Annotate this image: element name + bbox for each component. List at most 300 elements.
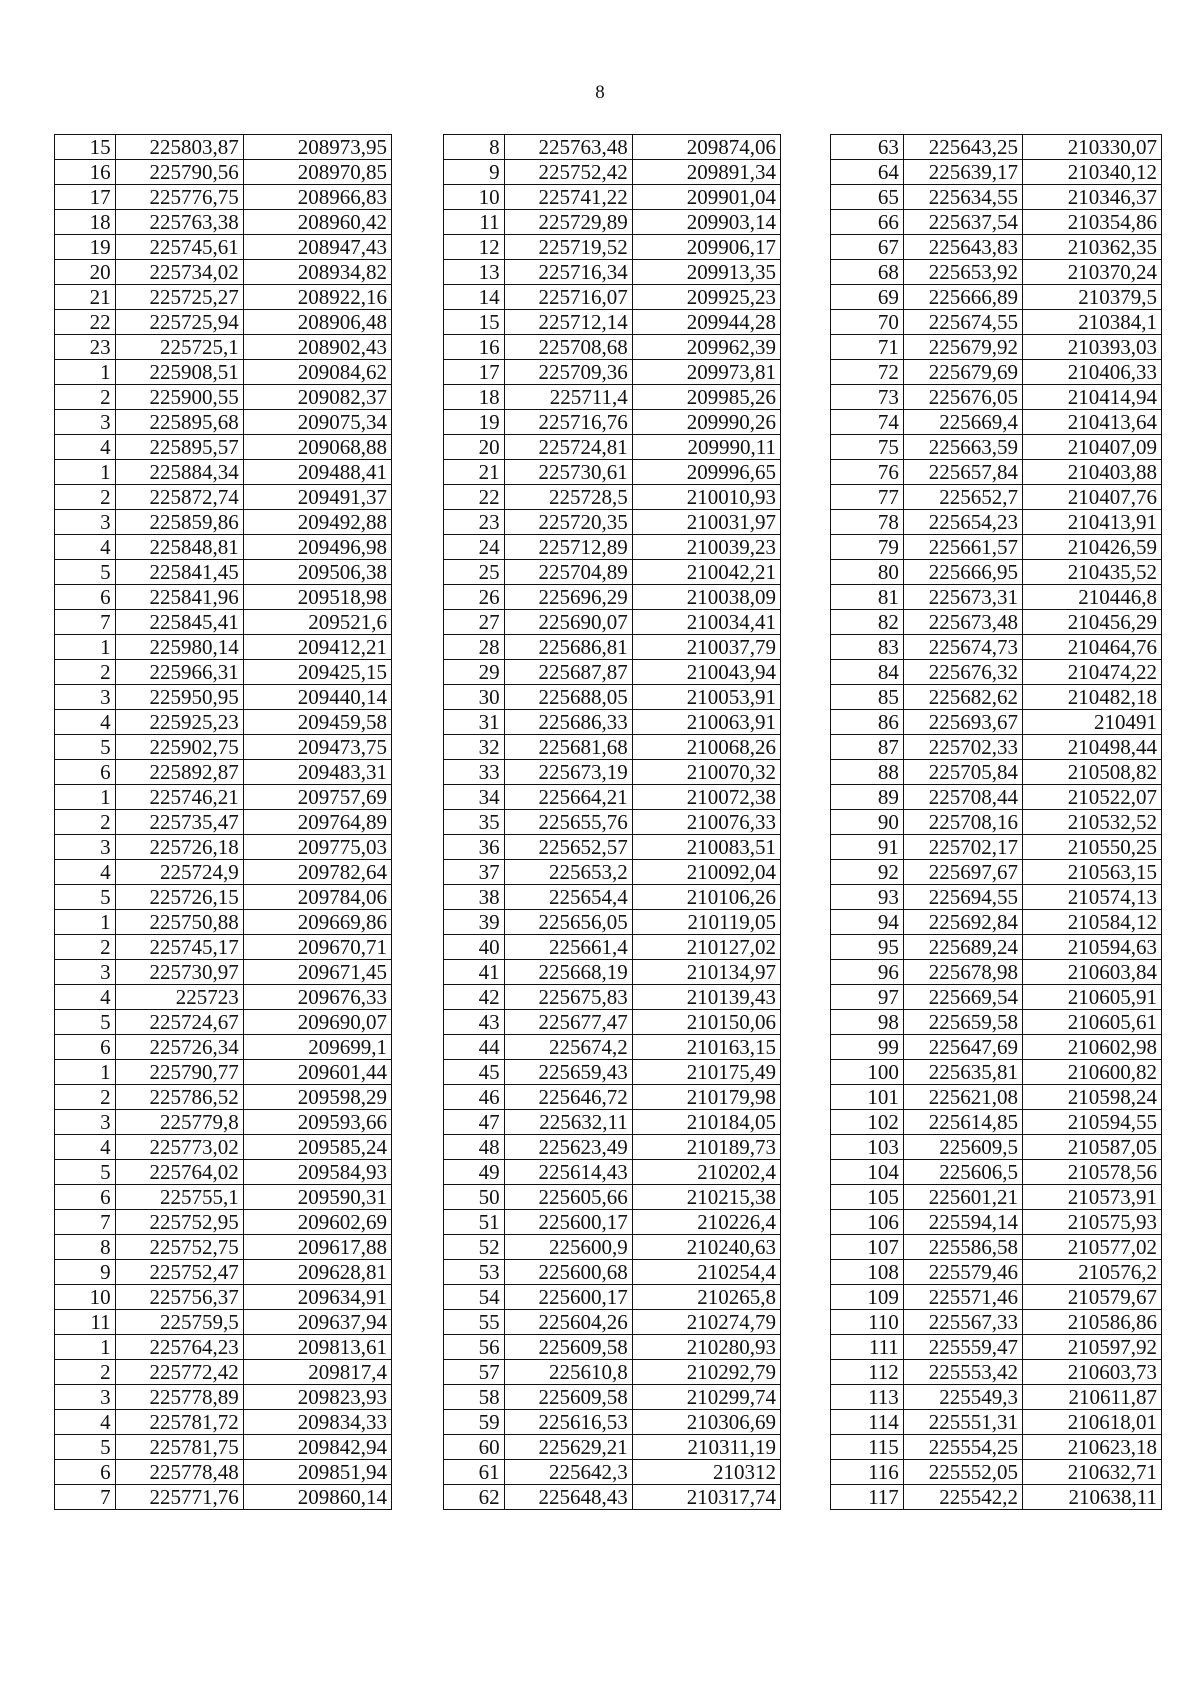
x-coordinate-cell: 225696,29 [504, 585, 632, 610]
table-row [55, 1385, 392, 1410]
table-row [444, 535, 781, 560]
x-coordinate-cell: 225693,67 [903, 710, 1022, 735]
x-coordinate-cell: 225950,95 [115, 685, 243, 710]
table-row [444, 1485, 781, 1510]
table-row [444, 610, 781, 635]
x-coordinate-cell: 225666,89 [903, 285, 1022, 310]
x-coordinate-cell: 225692,84 [903, 910, 1022, 935]
table-row [831, 260, 1162, 285]
table-row [444, 485, 781, 510]
point-number-cell: 7 [55, 1485, 116, 1510]
x-coordinate-cell: 225966,31 [115, 660, 243, 685]
table-row [55, 660, 392, 685]
point-number-cell: 62 [444, 1485, 505, 1510]
point-number-cell: 20 [55, 260, 116, 285]
point-number-cell: 28 [444, 635, 505, 660]
x-coordinate-cell: 225730,97 [115, 960, 243, 985]
point-number-cell: 51 [444, 1210, 505, 1235]
point-number-cell: 42 [444, 985, 505, 1010]
table-row [55, 1060, 392, 1085]
point-number-cell: 54 [444, 1285, 505, 1310]
point-number-cell: 2 [55, 810, 116, 835]
y-coordinate-cell: 210179,98 [632, 1085, 780, 1110]
point-number-cell: 2 [55, 1085, 116, 1110]
table-row [831, 760, 1162, 785]
y-coordinate-cell: 210362,35 [1022, 235, 1161, 260]
point-number-cell: 97 [831, 985, 904, 1010]
x-coordinate-cell: 225716,34 [504, 260, 632, 285]
x-coordinate-cell: 225848,81 [115, 535, 243, 560]
point-number-cell: 92 [831, 860, 904, 885]
x-coordinate-cell: 225654,23 [903, 510, 1022, 535]
y-coordinate-cell: 210600,82 [1022, 1060, 1161, 1085]
table-row [444, 1335, 781, 1360]
table-row [55, 960, 392, 985]
y-coordinate-cell: 210406,33 [1022, 360, 1161, 385]
table-row [444, 1310, 781, 1335]
y-coordinate-cell: 210312 [632, 1460, 780, 1485]
y-coordinate-cell: 209903,14 [632, 210, 780, 235]
table-row [444, 735, 781, 760]
point-number-cell: 18 [444, 385, 505, 410]
table-row [444, 1410, 781, 1435]
point-number-cell: 68 [831, 260, 904, 285]
point-number-cell: 112 [831, 1360, 904, 1385]
table-row [55, 810, 392, 835]
y-coordinate-cell: 208947,43 [243, 235, 391, 260]
point-number-cell: 66 [831, 210, 904, 235]
point-number-cell: 16 [444, 335, 505, 360]
y-coordinate-cell: 210403,88 [1022, 460, 1161, 485]
point-number-cell: 58 [444, 1385, 505, 1410]
point-number-cell: 95 [831, 935, 904, 960]
point-number-cell: 33 [444, 760, 505, 785]
x-coordinate-cell: 225601,21 [903, 1185, 1022, 1210]
x-coordinate-cell: 225648,43 [504, 1485, 632, 1510]
y-coordinate-cell: 209973,81 [632, 360, 780, 385]
table-row [831, 1485, 1162, 1510]
y-coordinate-cell: 210611,87 [1022, 1385, 1161, 1410]
y-coordinate-cell: 210574,13 [1022, 885, 1161, 910]
y-coordinate-cell: 210594,63 [1022, 935, 1161, 960]
point-number-cell: 96 [831, 960, 904, 985]
table-row [831, 510, 1162, 535]
x-coordinate-cell: 225655,76 [504, 810, 632, 835]
table-row [831, 960, 1162, 985]
x-coordinate-cell: 225764,23 [115, 1335, 243, 1360]
y-coordinate-cell: 210413,64 [1022, 410, 1161, 435]
y-coordinate-cell: 210605,61 [1022, 1010, 1161, 1035]
y-coordinate-cell: 210070,32 [632, 760, 780, 785]
x-coordinate-cell: 225730,61 [504, 460, 632, 485]
point-number-cell: 23 [444, 510, 505, 535]
table-row [444, 235, 781, 260]
table-row [444, 285, 781, 310]
x-coordinate-cell: 225614,43 [504, 1160, 632, 1185]
x-coordinate-cell: 225673,48 [903, 610, 1022, 635]
table-row [444, 1235, 781, 1260]
x-coordinate-cell: 225895,68 [115, 410, 243, 435]
table-row [55, 1085, 392, 1110]
table-row [55, 385, 392, 410]
x-coordinate-cell: 225664,21 [504, 785, 632, 810]
y-coordinate-cell: 209628,81 [243, 1260, 391, 1285]
y-coordinate-cell: 210150,06 [632, 1010, 780, 1035]
y-coordinate-cell: 209901,04 [632, 185, 780, 210]
point-number-cell: 52 [444, 1235, 505, 1260]
x-coordinate-cell: 225725,1 [115, 335, 243, 360]
x-coordinate-cell: 225661,57 [903, 535, 1022, 560]
x-coordinate-cell: 225772,42 [115, 1360, 243, 1385]
point-number-cell: 25 [444, 560, 505, 585]
y-coordinate-cell: 210039,23 [632, 535, 780, 560]
x-coordinate-cell: 225669,4 [903, 410, 1022, 435]
table-row [55, 1110, 392, 1135]
y-coordinate-cell: 210311,19 [632, 1435, 780, 1460]
x-coordinate-cell: 225681,68 [504, 735, 632, 760]
point-number-cell: 6 [55, 1185, 116, 1210]
table-row [55, 1185, 392, 1210]
y-coordinate-cell: 209473,75 [243, 735, 391, 760]
y-coordinate-cell: 209757,69 [243, 785, 391, 810]
y-coordinate-cell: 210063,91 [632, 710, 780, 735]
point-number-cell: 98 [831, 1010, 904, 1035]
x-coordinate-cell: 225900,55 [115, 385, 243, 410]
point-number-cell: 101 [831, 1085, 904, 1110]
x-coordinate-cell: 225729,89 [504, 210, 632, 235]
table-row [831, 660, 1162, 685]
point-number-cell: 17 [444, 360, 505, 385]
page-number: 8 [595, 82, 605, 103]
table-row [831, 560, 1162, 585]
y-coordinate-cell: 210491 [1022, 710, 1161, 735]
table-row [55, 160, 392, 185]
table-row [55, 760, 392, 785]
y-coordinate-cell: 210407,09 [1022, 435, 1161, 460]
table-row [831, 1185, 1162, 1210]
y-coordinate-cell: 209593,66 [243, 1110, 391, 1135]
y-coordinate-cell: 209913,35 [632, 260, 780, 285]
y-coordinate-cell: 210202,4 [632, 1160, 780, 1185]
point-number-cell: 61 [444, 1460, 505, 1485]
point-number-cell: 5 [55, 735, 116, 760]
point-number-cell: 26 [444, 585, 505, 610]
x-coordinate-cell: 225752,47 [115, 1260, 243, 1285]
table-row [444, 860, 781, 885]
x-coordinate-cell: 225724,67 [115, 1010, 243, 1035]
y-coordinate-cell: 210346,37 [1022, 185, 1161, 210]
table-row [831, 1385, 1162, 1410]
table-row [55, 1210, 392, 1235]
point-number-cell: 1 [55, 460, 116, 485]
y-coordinate-cell: 210379,5 [1022, 285, 1161, 310]
table-row [55, 935, 392, 960]
point-number-cell: 4 [55, 535, 116, 560]
point-number-cell: 2 [55, 660, 116, 685]
x-coordinate-cell: 225895,57 [115, 435, 243, 460]
y-coordinate-cell: 209699,1 [243, 1035, 391, 1060]
x-coordinate-cell: 225708,16 [903, 810, 1022, 835]
y-coordinate-cell: 210127,02 [632, 935, 780, 960]
y-coordinate-cell: 209990,26 [632, 410, 780, 435]
y-coordinate-cell: 209617,88 [243, 1235, 391, 1260]
x-coordinate-cell: 225616,53 [504, 1410, 632, 1435]
y-coordinate-cell: 209459,58 [243, 710, 391, 735]
x-coordinate-cell: 225687,87 [504, 660, 632, 685]
y-coordinate-cell: 210215,38 [632, 1185, 780, 1210]
point-number-cell: 55 [444, 1310, 505, 1335]
x-coordinate-cell: 225725,27 [115, 285, 243, 310]
table-row [831, 860, 1162, 885]
point-number-cell: 99 [831, 1035, 904, 1060]
table-row [831, 310, 1162, 335]
point-number-cell: 13 [444, 260, 505, 285]
table-row [444, 1160, 781, 1185]
point-number-cell: 10 [444, 185, 505, 210]
x-coordinate-cell: 225689,24 [903, 935, 1022, 960]
point-number-cell: 6 [55, 585, 116, 610]
x-coordinate-cell: 225872,74 [115, 485, 243, 510]
y-coordinate-cell: 210043,94 [632, 660, 780, 685]
y-coordinate-cell: 210426,59 [1022, 535, 1161, 560]
point-number-cell: 30 [444, 685, 505, 710]
point-number-cell: 48 [444, 1135, 505, 1160]
point-number-cell: 38 [444, 885, 505, 910]
point-number-cell: 93 [831, 885, 904, 910]
y-coordinate-cell: 210163,15 [632, 1035, 780, 1060]
y-coordinate-cell: 210586,86 [1022, 1310, 1161, 1335]
coordinates-table-middle [443, 134, 781, 1510]
y-coordinate-cell: 210393,03 [1022, 335, 1161, 360]
x-coordinate-cell: 225803,87 [115, 135, 243, 160]
y-coordinate-cell: 209996,65 [632, 460, 780, 485]
table-row [55, 710, 392, 735]
table-row [444, 835, 781, 860]
y-coordinate-cell: 210034,41 [632, 610, 780, 635]
point-number-cell: 63 [831, 135, 904, 160]
point-number-cell: 2 [55, 385, 116, 410]
x-coordinate-cell: 225908,51 [115, 360, 243, 385]
y-coordinate-cell: 209601,44 [243, 1060, 391, 1085]
y-coordinate-cell: 209985,26 [632, 385, 780, 410]
table-row [831, 285, 1162, 310]
table-row [831, 1460, 1162, 1485]
table-row [55, 510, 392, 535]
point-number-cell: 46 [444, 1085, 505, 1110]
x-coordinate-cell: 225659,43 [504, 1060, 632, 1085]
y-coordinate-cell: 210623,18 [1022, 1435, 1161, 1460]
point-number-cell: 77 [831, 485, 904, 510]
table-row [831, 1210, 1162, 1235]
point-number-cell: 71 [831, 335, 904, 360]
x-coordinate-cell: 225559,47 [903, 1335, 1022, 1360]
point-number-cell: 57 [444, 1360, 505, 1385]
point-number-cell: 18 [55, 210, 116, 235]
point-number-cell: 105 [831, 1185, 904, 1210]
table-row [444, 1285, 781, 1310]
table-row [55, 285, 392, 310]
point-number-cell: 104 [831, 1160, 904, 1185]
point-number-cell: 22 [444, 485, 505, 510]
point-number-cell: 43 [444, 1010, 505, 1035]
table-row [444, 785, 781, 810]
y-coordinate-cell: 210010,93 [632, 485, 780, 510]
point-number-cell: 9 [55, 1260, 116, 1285]
x-coordinate-cell: 225635,81 [903, 1060, 1022, 1085]
y-coordinate-cell: 209860,14 [243, 1485, 391, 1510]
point-number-cell: 82 [831, 610, 904, 635]
table-row [55, 1135, 392, 1160]
point-number-cell: 16 [55, 160, 116, 185]
y-coordinate-cell: 209944,28 [632, 310, 780, 335]
point-number-cell: 34 [444, 785, 505, 810]
y-coordinate-cell: 209834,33 [243, 1410, 391, 1435]
y-coordinate-cell: 210274,79 [632, 1310, 780, 1335]
x-coordinate-cell: 225661,4 [504, 935, 632, 960]
y-coordinate-cell: 210226,4 [632, 1210, 780, 1235]
y-coordinate-cell: 210577,02 [1022, 1235, 1161, 1260]
table-row [831, 235, 1162, 260]
y-coordinate-cell: 210638,11 [1022, 1485, 1161, 1510]
y-coordinate-cell: 208922,16 [243, 285, 391, 310]
point-number-cell: 1 [55, 785, 116, 810]
y-coordinate-cell: 209823,93 [243, 1385, 391, 1410]
x-coordinate-cell: 225859,86 [115, 510, 243, 535]
y-coordinate-cell: 210573,91 [1022, 1185, 1161, 1210]
y-coordinate-cell: 210317,74 [632, 1485, 780, 1510]
y-coordinate-cell: 210603,84 [1022, 960, 1161, 985]
point-number-cell: 1 [55, 360, 116, 385]
table-row [444, 1110, 781, 1135]
point-number-cell: 3 [55, 510, 116, 535]
point-number-cell: 90 [831, 810, 904, 835]
table-row [444, 1060, 781, 1085]
point-number-cell: 29 [444, 660, 505, 685]
y-coordinate-cell: 210474,22 [1022, 660, 1161, 685]
x-coordinate-cell: 225745,17 [115, 935, 243, 960]
y-coordinate-cell: 209637,94 [243, 1310, 391, 1335]
point-number-cell: 102 [831, 1110, 904, 1135]
y-coordinate-cell: 210175,49 [632, 1060, 780, 1085]
table-row [55, 785, 392, 810]
y-coordinate-cell: 209075,34 [243, 410, 391, 435]
y-coordinate-cell: 210597,92 [1022, 1335, 1161, 1360]
x-coordinate-cell: 225712,14 [504, 310, 632, 335]
x-coordinate-cell: 225679,69 [903, 360, 1022, 385]
x-coordinate-cell: 225652,57 [504, 835, 632, 860]
point-number-cell: 67 [831, 235, 904, 260]
y-coordinate-cell: 209925,23 [632, 285, 780, 310]
table-row [444, 1260, 781, 1285]
x-coordinate-cell: 225653,2 [504, 860, 632, 885]
point-number-cell: 4 [55, 710, 116, 735]
x-coordinate-cell: 225647,69 [903, 1035, 1022, 1060]
y-coordinate-cell: 210464,76 [1022, 635, 1161, 660]
y-coordinate-cell: 209670,71 [243, 935, 391, 960]
point-number-cell: 4 [55, 985, 116, 1010]
x-coordinate-cell: 225637,54 [903, 210, 1022, 235]
y-coordinate-cell: 210575,93 [1022, 1210, 1161, 1235]
x-coordinate-cell: 225677,47 [504, 1010, 632, 1035]
y-coordinate-cell: 210482,18 [1022, 685, 1161, 710]
y-coordinate-cell: 210072,38 [632, 785, 780, 810]
x-coordinate-cell: 225682,62 [903, 685, 1022, 710]
table-row [55, 1010, 392, 1035]
y-coordinate-cell: 209521,6 [243, 610, 391, 635]
point-number-cell: 1 [55, 1060, 116, 1085]
y-coordinate-cell: 210446,8 [1022, 585, 1161, 610]
x-coordinate-cell: 225925,23 [115, 710, 243, 735]
table-row [444, 985, 781, 1010]
point-number-cell: 81 [831, 585, 904, 610]
point-number-cell: 19 [55, 235, 116, 260]
x-coordinate-cell: 225752,42 [504, 160, 632, 185]
table-row [831, 1285, 1162, 1310]
x-coordinate-cell: 225726,34 [115, 1035, 243, 1060]
point-number-cell: 4 [55, 860, 116, 885]
x-coordinate-cell: 225600,68 [504, 1260, 632, 1285]
y-coordinate-cell: 208973,95 [243, 135, 391, 160]
point-number-cell: 15 [444, 310, 505, 335]
point-number-cell: 7 [55, 610, 116, 635]
table-row [444, 435, 781, 460]
point-number-cell: 103 [831, 1135, 904, 1160]
point-number-cell: 59 [444, 1410, 505, 1435]
table-row [831, 360, 1162, 385]
x-coordinate-cell: 225629,21 [504, 1435, 632, 1460]
point-number-cell: 5 [55, 1435, 116, 1460]
table-row [831, 985, 1162, 1010]
table-row [55, 560, 392, 585]
table-row [831, 585, 1162, 610]
y-coordinate-cell: 209842,94 [243, 1435, 391, 1460]
y-coordinate-cell: 210584,12 [1022, 910, 1161, 935]
x-coordinate-cell: 225704,89 [504, 560, 632, 585]
x-coordinate-cell: 225790,56 [115, 160, 243, 185]
point-number-cell: 109 [831, 1285, 904, 1310]
point-number-cell: 1 [55, 910, 116, 935]
y-coordinate-cell: 210594,55 [1022, 1110, 1161, 1135]
x-coordinate-cell: 225657,84 [903, 460, 1022, 485]
table-row [831, 1085, 1162, 1110]
table-row [831, 1360, 1162, 1385]
point-number-cell: 20 [444, 435, 505, 460]
y-coordinate-cell: 209590,31 [243, 1185, 391, 1210]
table-row [55, 435, 392, 460]
y-coordinate-cell: 209506,38 [243, 560, 391, 585]
x-coordinate-cell: 225702,33 [903, 735, 1022, 760]
table-row [831, 160, 1162, 185]
table-row [831, 335, 1162, 360]
x-coordinate-cell: 225643,83 [903, 235, 1022, 260]
point-number-cell: 2 [55, 935, 116, 960]
table-row [444, 1035, 781, 1060]
table-row [444, 135, 781, 160]
y-coordinate-cell: 209891,34 [632, 160, 780, 185]
point-number-cell: 2 [55, 1360, 116, 1385]
point-number-cell: 6 [55, 1460, 116, 1485]
table-row [444, 510, 781, 535]
x-coordinate-cell: 225646,72 [504, 1085, 632, 1110]
y-coordinate-cell: 210435,52 [1022, 560, 1161, 585]
point-number-cell: 111 [831, 1335, 904, 1360]
table-row [831, 1060, 1162, 1085]
point-number-cell: 74 [831, 410, 904, 435]
y-coordinate-cell: 210189,73 [632, 1135, 780, 1160]
point-number-cell: 31 [444, 710, 505, 735]
x-coordinate-cell: 225697,67 [903, 860, 1022, 885]
x-coordinate-cell: 225551,31 [903, 1410, 1022, 1435]
